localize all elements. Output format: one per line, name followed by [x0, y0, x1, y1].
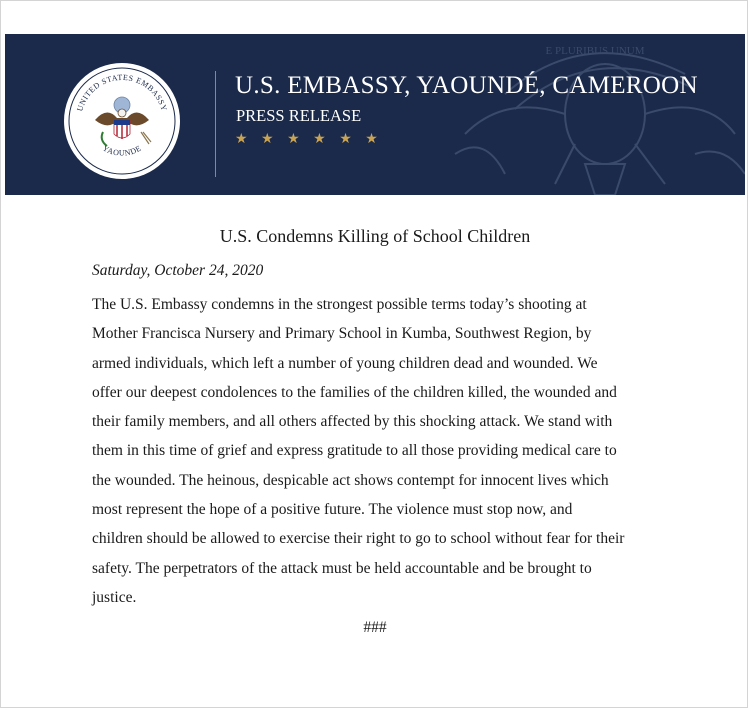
- body-line: the wounded. The heinous, despicable act shows contempt for innocent lives which: [92, 471, 609, 489]
- release-headline: U.S. Condemns Killing of School Children: [219, 226, 531, 246]
- header-divider: [215, 71, 216, 177]
- body-line: them in this time of grief and express gratitude to all those providing medical care to: [92, 442, 617, 460]
- svg-text:YAOUNDE: YAOUNDE: [101, 143, 143, 158]
- stars-decoration: ★ ★ ★ ★ ★ ★: [235, 132, 383, 147]
- body-line: children should be allowed to exercise their right to go to school without fear for their: [92, 530, 625, 548]
- body-line: Mother Francisca Nursery and Primary School in Kumba, Southwest Region, by: [92, 325, 592, 343]
- eagle-watermark-icon: [445, 34, 745, 195]
- body-line: their family members, and all others affected by this shocking attack. We stand with: [92, 413, 613, 431]
- press-release-label: PRESS RELEASE: [236, 106, 362, 125]
- body-line: The U.S. Embassy condemns in the strongest possible terms today’s shooting at: [92, 296, 587, 313]
- body-line: offer our deepest condolences to the families of the children killed, the wounded and: [92, 383, 617, 401]
- release-date: Saturday, October 24, 2020: [92, 262, 264, 279]
- svg-text:UNITED STATES EMBASSY: UNITED STATES EMBASSY: [75, 72, 169, 113]
- header-banner: [5, 34, 745, 195]
- end-mark: ###: [363, 619, 387, 636]
- body-line: safety. The perpetrators of the attack must be held accountable and be brought to: [92, 559, 592, 577]
- release-body: [92, 290, 667, 612]
- embassy-title: U.S. EMBASSY, YAOUNDÉ, CAMEROON: [235, 72, 698, 99]
- body-line: armed individuals, which left a number of young children dead and wounded. We: [92, 354, 598, 372]
- body-line: most represent the hope of a positive future. The violence must stop now, and: [92, 501, 573, 519]
- svg-text:E PLURIBUS UNUM: E PLURIBUS UNUM: [545, 45, 645, 57]
- body-line: justice.: [92, 588, 137, 606]
- embassy-seal-icon: [63, 62, 181, 180]
